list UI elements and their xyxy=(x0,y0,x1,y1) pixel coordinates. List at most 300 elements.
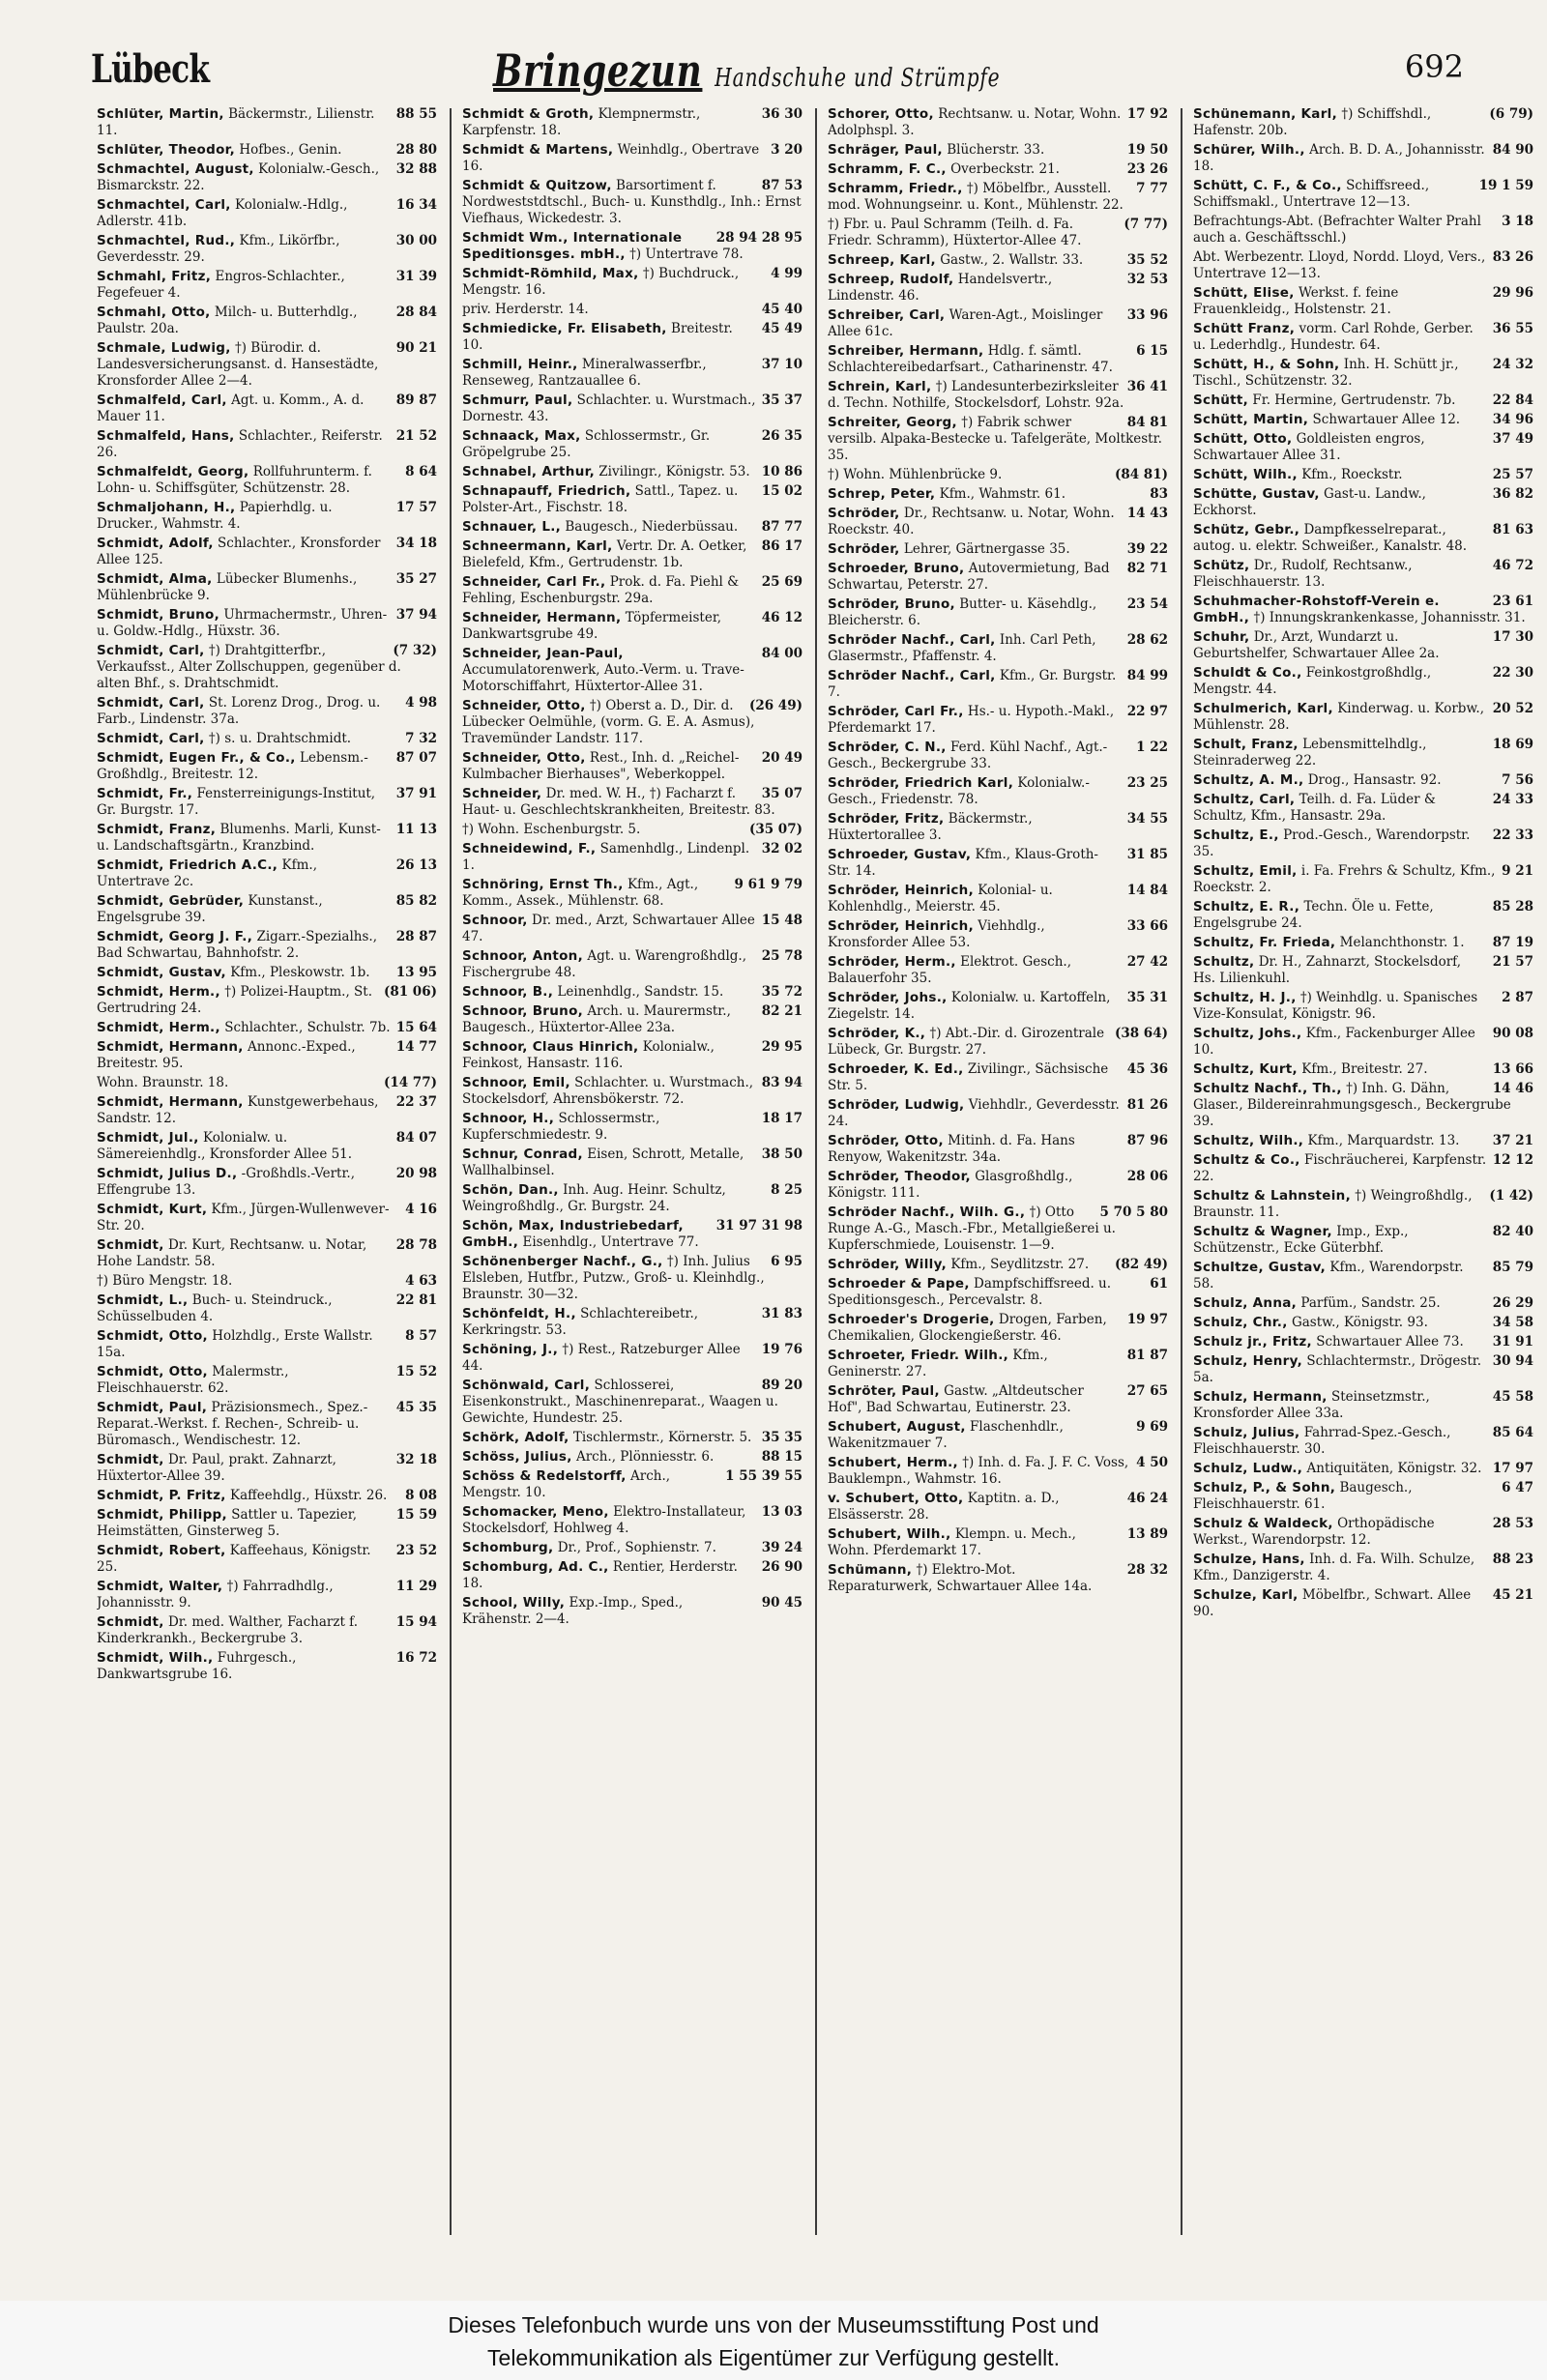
column-divider xyxy=(815,108,817,2235)
entry-name: Schmidt, Alma, xyxy=(97,571,213,587)
phone-number: 88 23 xyxy=(1492,1552,1533,1567)
directory-entry xyxy=(1193,594,1533,626)
phone-number: 87 53 xyxy=(761,178,803,193)
phone-number: 23 54 xyxy=(1126,596,1168,612)
entry-name: Schroeder, K. Ed., xyxy=(828,1061,964,1077)
column-divider xyxy=(1181,108,1182,2235)
entry-description: Buch- u. Steindruck., Schüsselbuden 4. xyxy=(97,1292,333,1324)
entry-description: Drog., Hansastr. 92. xyxy=(1303,772,1442,788)
entry-description: Dr., Arzt, Wundarzt u. Geburtshelfer, Schwartauer Allee 2a. xyxy=(1193,629,1440,661)
phone-number: 15 94 xyxy=(395,1614,437,1630)
entry-description: Kfm., Gr. Burgstr. 7. xyxy=(828,668,1117,700)
phone-number: 45 36 xyxy=(1126,1061,1168,1077)
directory-entry xyxy=(97,142,437,159)
entry-name: Schubert, Herm., xyxy=(828,1455,958,1470)
phone-number: (7 77) xyxy=(1124,217,1168,232)
phone-number: 13 66 xyxy=(1492,1061,1533,1077)
entry-name: Schroeder, Gustav, xyxy=(828,847,972,862)
directory-entry xyxy=(97,428,437,461)
directory-entry xyxy=(97,1328,437,1361)
entry-name: Schmale, Ludwig, xyxy=(97,340,231,356)
entry-description: †) Elektro-Mot. Reparaturwerk, Schwartauer Allee 14a. xyxy=(828,1562,1093,1594)
directory-entry xyxy=(1193,357,1533,390)
directory-entry xyxy=(1193,665,1533,698)
entry-description: Dr., Rudolf, Rechtsanw., Fleischhauerstr. 13. xyxy=(1193,558,1413,590)
entry-description: Kolonial- u. Kohlenhdlg., Meierstr. 45. xyxy=(828,883,1053,914)
directory-entry xyxy=(97,1292,437,1325)
entry-description: Arch., Mengstr. 10. xyxy=(462,1468,671,1500)
phone-number: 20 98 xyxy=(395,1166,437,1181)
entry-name: Schröder, K., xyxy=(828,1026,926,1041)
directory-entry xyxy=(1193,1188,1533,1221)
directory-entry xyxy=(1193,1353,1533,1386)
directory-entry xyxy=(828,252,1168,269)
phone-number: 26 90 xyxy=(761,1559,803,1575)
directory-entry xyxy=(97,1400,437,1449)
entry-description: Inh. Aug. Heinr. Schultz, Weingroßhdlg., Gr. Burgstr. 24. xyxy=(462,1182,726,1214)
entry-description: Fahrrad-Spez.-Gesch., Fleischhauerstr. 30. xyxy=(1193,1425,1451,1457)
phone-number: 4 63 xyxy=(405,1273,437,1289)
entry-description: -Großhdls.-Vertr., Effengrube 13. xyxy=(97,1166,355,1198)
phone-number: 22 30 xyxy=(1492,665,1533,681)
directory-entry xyxy=(1193,1026,1533,1059)
directory-entry xyxy=(1193,285,1533,318)
directory-entry xyxy=(462,1468,803,1501)
entry-description: i. Fa. Frehrs & Schultz, Kfm., Roeckstr. 2. xyxy=(1193,863,1496,895)
entry-name: Schmidt Wm., Internationale Speditionsges. mbH., xyxy=(462,230,683,262)
entry-name: Schuldt & Co., xyxy=(1193,665,1302,681)
entry-description: Annonc.-Exped., Breitestr. 95. xyxy=(97,1039,356,1071)
directory-entry xyxy=(1193,1061,1533,1078)
directory-entry xyxy=(828,1455,1168,1488)
entry-name: Schneider, Hermann, xyxy=(462,610,622,625)
entry-description: Fuhrgesch., Dankwartsgrube 16. xyxy=(97,1650,297,1682)
directory-entry xyxy=(1193,142,1533,175)
entry-name: Schnoor, Bruno, xyxy=(462,1003,584,1019)
phone-number: 35 31 xyxy=(1126,990,1168,1005)
entry-name: Schröder, xyxy=(828,506,900,521)
entry-name: Schütt, Martin, xyxy=(1193,412,1309,427)
phone-number: 31 83 xyxy=(761,1306,803,1321)
phone-number: (84 81) xyxy=(1114,467,1168,482)
phone-number: 4 50 xyxy=(1136,1455,1168,1470)
entry-description: Schlachtereibetr., Kerkringstr. 53. xyxy=(462,1306,699,1338)
directory-entry xyxy=(97,1579,437,1611)
directory-entry xyxy=(828,467,1168,483)
entry-description: Kfm., Untertrave 2c. xyxy=(97,857,317,889)
entry-name: Schütt, H., & Sohn, xyxy=(1193,357,1340,372)
directory-entry xyxy=(828,1526,1168,1559)
entry-name: Schmidt, Robert, xyxy=(97,1543,226,1558)
entry-description: Kunstgewerbehaus, Sandstr. 12. xyxy=(97,1094,379,1126)
entry-description: Engros-Schlachter., Fegefeuer 4. xyxy=(97,269,345,301)
entry-description: Hs.- u. Hypoth.-Makl., Pferdemarkt 17. xyxy=(828,704,1115,736)
entry-name: Schrep, Peter, xyxy=(828,486,936,502)
directory-entry xyxy=(97,233,437,266)
directory-entry xyxy=(828,181,1168,214)
entry-description: Blumenhs. Marli, Kunst- u. Landschaftsgärtn., Kranzbind. xyxy=(97,822,381,854)
entry-name: Schmalfeldt, Georg, xyxy=(97,464,249,479)
directory-entry xyxy=(97,1237,437,1270)
entry-name: Schmidt, Carl, xyxy=(97,695,205,711)
phone-number: (1 42) xyxy=(1489,1188,1533,1204)
entry-description: †) Wohn. Eschenburgstr. 5. xyxy=(462,822,641,837)
entry-name: Schümann, xyxy=(828,1562,913,1578)
directory-entry xyxy=(462,750,803,783)
city-heading: Lübeck xyxy=(91,46,210,92)
entry-description: Elektro-Installateur, Stockelsdorf, Hohlweg 4. xyxy=(462,1504,746,1536)
phone-number: 27 42 xyxy=(1126,954,1168,970)
entry-description: Dampfkesselreparat., autog. u. elektr. Schweißer., Kanalstr. 48. xyxy=(1193,522,1468,554)
entry-name: Schön, Max, Industriebedarf, GmbH., xyxy=(462,1218,684,1250)
entry-description: vorm. Carl Rohde, Gerber. u. Lederhdlg., Hundestr. 64. xyxy=(1193,321,1474,353)
entry-name: Schmidt, Philipp, xyxy=(97,1507,227,1523)
entry-name: Schröder, Theodor, xyxy=(828,1169,971,1184)
phone-number: 7 77 xyxy=(1136,181,1168,196)
entry-description: Mitinh. d. Fa. Hans Renyow, Wakenitzstr. 34a. xyxy=(828,1133,1075,1165)
entry-description: †) Fabrik schwer versilb. Alpaka-Bestecke u. Tafelgeräte, Moltkestr. 35. xyxy=(828,415,1162,463)
entry-name: Schmachtel, August, xyxy=(97,161,254,177)
entry-name: Schmidt, Hermann, xyxy=(97,1039,244,1055)
entry-description: Kfm., Seydlitzstr. 27. xyxy=(947,1257,1090,1272)
entry-name: Schmidt, Carl, xyxy=(97,643,205,658)
phone-number: 15 48 xyxy=(761,913,803,928)
phone-number: 16 72 xyxy=(395,1650,437,1666)
entry-name: Schroeter, Friedr. Wilh., xyxy=(828,1348,1009,1363)
entry-description: Fensterreinigungs-Institut, Gr. Burgstr. 17. xyxy=(97,786,376,818)
phone-number: 3 18 xyxy=(1502,214,1533,229)
directory-entry xyxy=(462,1306,803,1339)
directory-entry xyxy=(462,266,803,299)
entry-description: Butter- u. Käsehdlg., Bleicherstr. 6. xyxy=(828,596,1097,628)
directory-entry xyxy=(462,302,803,318)
entry-name: Schomburg, Ad. C., xyxy=(462,1559,609,1575)
directory-entry xyxy=(462,357,803,390)
directory-entry xyxy=(1193,737,1533,769)
entry-description: Agt. u. Komm., A. d. Mauer 11. xyxy=(97,392,365,424)
entry-name: Schmidt, xyxy=(97,1237,164,1253)
phone-number: 85 28 xyxy=(1492,899,1533,914)
directory-entry xyxy=(97,106,437,139)
entry-name: Schmidt, Franz, xyxy=(97,822,217,837)
phone-number: (26 49) xyxy=(748,698,803,713)
directory-entry xyxy=(1193,935,1533,951)
phone-number: 17 57 xyxy=(395,500,437,515)
phone-number: 35 07 xyxy=(761,786,803,801)
directory-entry xyxy=(97,340,437,390)
entry-name: Schmidt, Carl, xyxy=(97,731,205,746)
phone-number: 22 97 xyxy=(1126,704,1168,719)
entry-description: Dr. med. Walther, Facharzt f. Kinderkrankh., Beckergrube 3. xyxy=(97,1614,358,1646)
entry-description: Kolonialw. u. Kartoffeln, Ziegelstr. 14. xyxy=(828,990,1111,1022)
entry-name: Schlüter, Martin, xyxy=(97,106,224,122)
phone-number: 35 27 xyxy=(395,571,437,587)
directory-column-4 xyxy=(1193,106,1533,2233)
directory-entry xyxy=(97,822,437,855)
entry-name: Schultz, E. R., xyxy=(1193,899,1300,914)
directory-entry xyxy=(828,161,1168,178)
entry-name: Schulz, Chr., xyxy=(1193,1315,1288,1330)
entry-description: Kfm., Agt., Komm., Assek., Mühlenstr. 68. xyxy=(462,877,699,909)
directory-entry xyxy=(462,698,803,747)
entry-name: Schubert, August, xyxy=(828,1419,966,1435)
entry-name: Schütt, C. F., & Co., xyxy=(1193,178,1342,193)
phone-number: 28 94 28 95 xyxy=(715,230,803,246)
entry-description: Fischräucherei, Karpfenstr. 22. xyxy=(1193,1152,1487,1184)
entry-name: v. Schubert, Otto, xyxy=(828,1491,964,1506)
phone-number: 25 57 xyxy=(1492,467,1533,482)
directory-entry xyxy=(828,506,1168,538)
entry-description: Rollfuhrunterm. f. Lohn- u. Schiffsgüter, Schützenstr. 28. xyxy=(97,464,372,496)
entry-name: Schröder Nachf., Carl, xyxy=(828,668,996,683)
entry-description: Fr. Hermine, Gertrudenstr. 7b. xyxy=(1248,392,1456,408)
phone-number: 13 03 xyxy=(761,1504,803,1520)
entry-name: Schmidt, Kurt, xyxy=(97,1202,208,1217)
entry-name: Schröder, Otto, xyxy=(828,1133,944,1148)
entry-name: Schöss & Redelstorff, xyxy=(462,1468,627,1484)
entry-name: Schöss, Julius, xyxy=(462,1449,572,1465)
entry-description: Kfm., Roeckstr. xyxy=(1297,467,1403,482)
entry-description: †) Bürodir. d. Landesversicherungsanst. d. Hansestädte, Kronsforder Allee 2—4. xyxy=(97,340,379,389)
entry-description: Schlachter. u. Wurstmach., Dornestr. 43. xyxy=(462,392,756,424)
phone-number: 81 87 xyxy=(1126,1348,1168,1363)
entry-description: Abt. Werbezentr. Lloyd, Nordd. Lloyd, Vers., Untertrave 12—13. xyxy=(1193,249,1486,281)
directory-entry xyxy=(462,610,803,643)
directory-entry xyxy=(1193,214,1533,247)
entry-description: Antiquitäten, Königstr. 32. xyxy=(1302,1461,1482,1476)
entry-description: Kinderwag. u. Korbw., Mühlenstr. 28. xyxy=(1193,701,1484,733)
entry-description: Zivilingr., Königstr. 53. xyxy=(595,464,750,479)
entry-description: Melanchthonstr. 1. xyxy=(1335,935,1465,950)
directory-entry xyxy=(97,1130,437,1163)
directory-entry xyxy=(462,1504,803,1537)
phone-number: 84 90 xyxy=(1492,142,1533,158)
phone-number: 9 61 9 79 xyxy=(734,877,803,892)
entry-name: Schmidt, Jul., xyxy=(97,1130,199,1146)
phone-number: 8 64 xyxy=(405,464,437,479)
entry-description: Dr. med., Arzt, Schwartauer Allee 47. xyxy=(462,913,755,944)
entry-description: Dr., Prof., Sophienstr. 7. xyxy=(553,1540,716,1555)
entry-description: Mineralwasserfbr., Renseweg, Rantzauallee 6. xyxy=(462,357,707,389)
entry-name: Schultz, Johs., xyxy=(1193,1026,1302,1041)
entry-name: Schultz, A. M., xyxy=(1193,772,1304,788)
entry-name: Schönfeldt, H., xyxy=(462,1306,576,1321)
phone-number: 87 07 xyxy=(395,750,437,766)
entry-name: Schmidt & Groth, xyxy=(462,106,595,122)
entry-name: Schulze, Karl, xyxy=(1193,1587,1299,1603)
entry-description: Viehhdlr., Geverdesstr. 24. xyxy=(828,1097,1120,1129)
entry-description: Arch., Plönniesstr. 6. xyxy=(571,1449,715,1465)
directory-entry xyxy=(828,847,1168,880)
directory-entry xyxy=(828,561,1168,594)
entry-description: Kfm., Marquardstr. 13. xyxy=(1303,1133,1460,1148)
entry-description: Kolonialw.-Hdlg., Adlerstr. 41b. xyxy=(97,197,348,229)
entry-description: Imp., Exp., Schützenstr., Ecke Güterbhf. xyxy=(1193,1224,1409,1256)
entry-name: Schröder, Bruno, xyxy=(828,596,955,612)
entry-description: Lehrer, Gärtnergasse 35. xyxy=(899,541,1070,557)
directory-entry xyxy=(97,571,437,604)
phone-number: 23 25 xyxy=(1126,775,1168,791)
entry-name: Schmaljohann, H., xyxy=(97,500,236,515)
archive-footer xyxy=(0,2301,1547,2380)
entry-name: Schönenberger Nachf., G., xyxy=(462,1254,663,1269)
phone-number: 39 22 xyxy=(1126,541,1168,557)
directory-entry xyxy=(1193,321,1533,354)
entry-description: Gastw. „Altdeutscher Hof", Bad Schwartau, Eutinerstr. 23. xyxy=(828,1383,1084,1415)
directory-entry xyxy=(828,1419,1168,1452)
phone-number: 37 49 xyxy=(1492,431,1533,447)
entry-name: Schnoor, Emil, xyxy=(462,1075,570,1090)
phone-number: 45 40 xyxy=(761,302,803,317)
phone-number: 25 78 xyxy=(761,948,803,964)
directory-entry xyxy=(828,1312,1168,1345)
directory-entry xyxy=(1193,1133,1533,1149)
entry-name: Schröder, xyxy=(828,541,900,557)
directory-entry xyxy=(828,486,1168,503)
entry-description: Viehhdlg., Kronsforder Allee 53. xyxy=(828,918,1045,950)
phone-number: 23 61 xyxy=(1492,594,1533,609)
entry-description: Lebensmittelhdlg., Steinraderweg 22. xyxy=(1193,737,1427,769)
entry-description: †) Fbr. u. Paul Schramm (Teilh. d. Fa. Friedr. Schramm), Hüxtertor-Allee 47. xyxy=(828,217,1082,248)
directory-entry xyxy=(97,731,437,747)
entry-name: School, Willy, xyxy=(462,1595,566,1611)
entry-name: Schnöring, Ernst Th., xyxy=(462,877,624,892)
entry-name: Schröder, Johs., xyxy=(828,990,948,1005)
entry-name: Schreiter, Georg, xyxy=(828,415,957,430)
entry-description: Schlossermstr., Kupferschmiedestr. 9. xyxy=(462,1111,660,1143)
entry-name: Schmidt, Gustav, xyxy=(97,965,226,980)
entry-name: Schnaack, Max, xyxy=(462,428,581,444)
directory-entry xyxy=(462,574,803,607)
directory-entry xyxy=(97,607,437,640)
directory-entry xyxy=(462,142,803,175)
phone-number: 32 88 xyxy=(395,161,437,177)
phone-number: (6 79) xyxy=(1489,106,1533,122)
directory-entry xyxy=(462,1039,803,1072)
phone-number: 45 58 xyxy=(1492,1389,1533,1405)
directory-entry xyxy=(97,1364,437,1397)
entry-description: Malermstr., Fleischhauerstr. 62. xyxy=(97,1364,289,1396)
entry-name: Schneidewind, F., xyxy=(462,841,597,856)
entry-name: Schulz & Waldeck, xyxy=(1193,1516,1333,1531)
advertisement-banner xyxy=(493,44,1000,97)
entry-name: Schmidt, Fr., xyxy=(97,786,193,801)
directory-entry xyxy=(462,178,803,227)
entry-description: Goldleisten engros, Schwartauer Allee 31. xyxy=(1193,431,1425,463)
entry-name: Schmiedicke, Fr. Elisabeth, xyxy=(462,321,667,336)
directory-entry xyxy=(97,392,437,425)
directory-entry xyxy=(1193,467,1533,483)
entry-description: Kolonialw. u. Sämereienhdlg., Kronsforder Allee 51. xyxy=(97,1130,353,1162)
entry-description: †) Weinhdlg. u. Spanisches Vize-Konsulat, Königstr. 96. xyxy=(1193,990,1478,1022)
phone-number: 30 94 xyxy=(1492,1353,1533,1369)
phone-number: 35 35 xyxy=(761,1430,803,1445)
phone-number: 37 94 xyxy=(395,607,437,623)
entry-name: Schütt, Elise, xyxy=(1193,285,1295,301)
entry-description: Dr. H., Zahnarzt, Stockelsdorf, Hs. Lilienkuhl. xyxy=(1193,954,1461,986)
directory-entry xyxy=(828,1383,1168,1416)
directory-entry xyxy=(828,775,1168,808)
entry-name: Schnoor, Anton, xyxy=(462,948,584,964)
phone-number: 6 15 xyxy=(1136,343,1168,359)
phone-number: 39 24 xyxy=(761,1540,803,1555)
directory-entry xyxy=(828,217,1168,249)
phone-number: 90 21 xyxy=(395,340,437,356)
entry-name: Schmidt, Hermann, xyxy=(97,1094,244,1110)
entry-name: Schnabel, Arthur, xyxy=(462,464,596,479)
directory-entry xyxy=(462,230,803,263)
directory-entry xyxy=(97,1094,437,1127)
phone-number: 1 22 xyxy=(1136,740,1168,755)
directory-entry xyxy=(1193,899,1533,932)
entry-description: Vertr. Dr. A. Oetker, Bielefeld, Kfm., Gertrudenstr. 1b. xyxy=(462,538,747,570)
phone-number: 81 63 xyxy=(1492,522,1533,537)
entry-description: †) Oberst a. D., Dir. d. Lübecker Oelmühle, (vorm. G. E. A. Asmus), Travemünder Landstr. 117. xyxy=(462,698,755,746)
phone-number: 31 91 xyxy=(1492,1334,1533,1350)
phone-number: 11 13 xyxy=(395,822,437,837)
directory-entry xyxy=(462,948,803,981)
entry-name: Schulz, Hermann, xyxy=(1193,1389,1328,1405)
phone-number: 6 95 xyxy=(771,1254,803,1269)
entry-name: Schlüter, Theodor, xyxy=(97,142,236,158)
entry-description: Eisenhdlg., Untertrave 77. xyxy=(518,1234,699,1250)
entry-name: Schult, Franz, xyxy=(1193,737,1299,752)
entry-description: Inh. d. Fa. Wilh. Schulze, Kfm., Danzigerstr. 4. xyxy=(1193,1552,1475,1583)
directory-entry xyxy=(97,1039,437,1072)
entry-description: †) Rest., Ratzeburger Allee 44. xyxy=(462,1342,741,1374)
phone-number: 22 81 xyxy=(395,1292,437,1308)
directory-entry xyxy=(1193,1480,1533,1513)
directory-entry xyxy=(1193,792,1533,825)
directory-entry xyxy=(462,984,803,1001)
entry-name: Schmachtel, Rud., xyxy=(97,233,236,248)
entry-description: Elektrot. Gesch., Balauerfohr 35. xyxy=(828,954,1072,986)
directory-entry xyxy=(1193,863,1533,896)
phone-number: 84 81 xyxy=(1126,415,1168,430)
phone-number: (81 06) xyxy=(383,984,437,1000)
directory-entry xyxy=(462,106,803,139)
phone-number: 22 33 xyxy=(1492,827,1533,843)
phone-number: 14 84 xyxy=(1126,883,1168,898)
directory-entry xyxy=(1193,412,1533,428)
entry-name: Schultz & Wagner, xyxy=(1193,1224,1332,1239)
entry-name: Schmidt, Julius D., xyxy=(97,1166,238,1181)
phone-number: 87 19 xyxy=(1492,935,1533,950)
directory-entry xyxy=(97,857,437,890)
entry-name: Schönwald, Carl, xyxy=(462,1378,591,1393)
page-number: 692 xyxy=(1404,48,1464,85)
entry-description: Ferd. Kühl Nachf., Agt.-Gesch., Beckergrube 33. xyxy=(828,740,1108,771)
phone-number: 9 21 xyxy=(1502,863,1533,879)
phone-number: 36 55 xyxy=(1492,321,1533,336)
entry-name: Schmidt, Wilh., xyxy=(97,1650,214,1666)
directory-entry xyxy=(1193,1552,1533,1584)
entry-name: Schmidt, Gebrüder, xyxy=(97,893,245,909)
directory-entry xyxy=(828,1097,1168,1130)
directory-entry xyxy=(828,883,1168,915)
directory-entry xyxy=(828,1061,1168,1094)
directory-entry xyxy=(1193,629,1533,662)
phone-number: 13 95 xyxy=(395,965,437,980)
phone-number: 8 25 xyxy=(771,1182,803,1198)
entry-name: Schürer, Wilh., xyxy=(1193,142,1305,158)
entry-description: Möbelfbr., Schwart. Allee 90. xyxy=(1193,1587,1472,1619)
phone-number: 33 96 xyxy=(1126,307,1168,323)
directory-entry xyxy=(97,197,437,230)
entry-name: Schmidt-Römhild, Max, xyxy=(462,266,639,281)
entry-description: Barsortiment f. Nordweststdtschl., Buch- u. Kunsthdlg., Inh.: Ernst Viefhaus, Wickedestr. 3. xyxy=(462,178,802,226)
directory-entry xyxy=(1193,1152,1533,1185)
